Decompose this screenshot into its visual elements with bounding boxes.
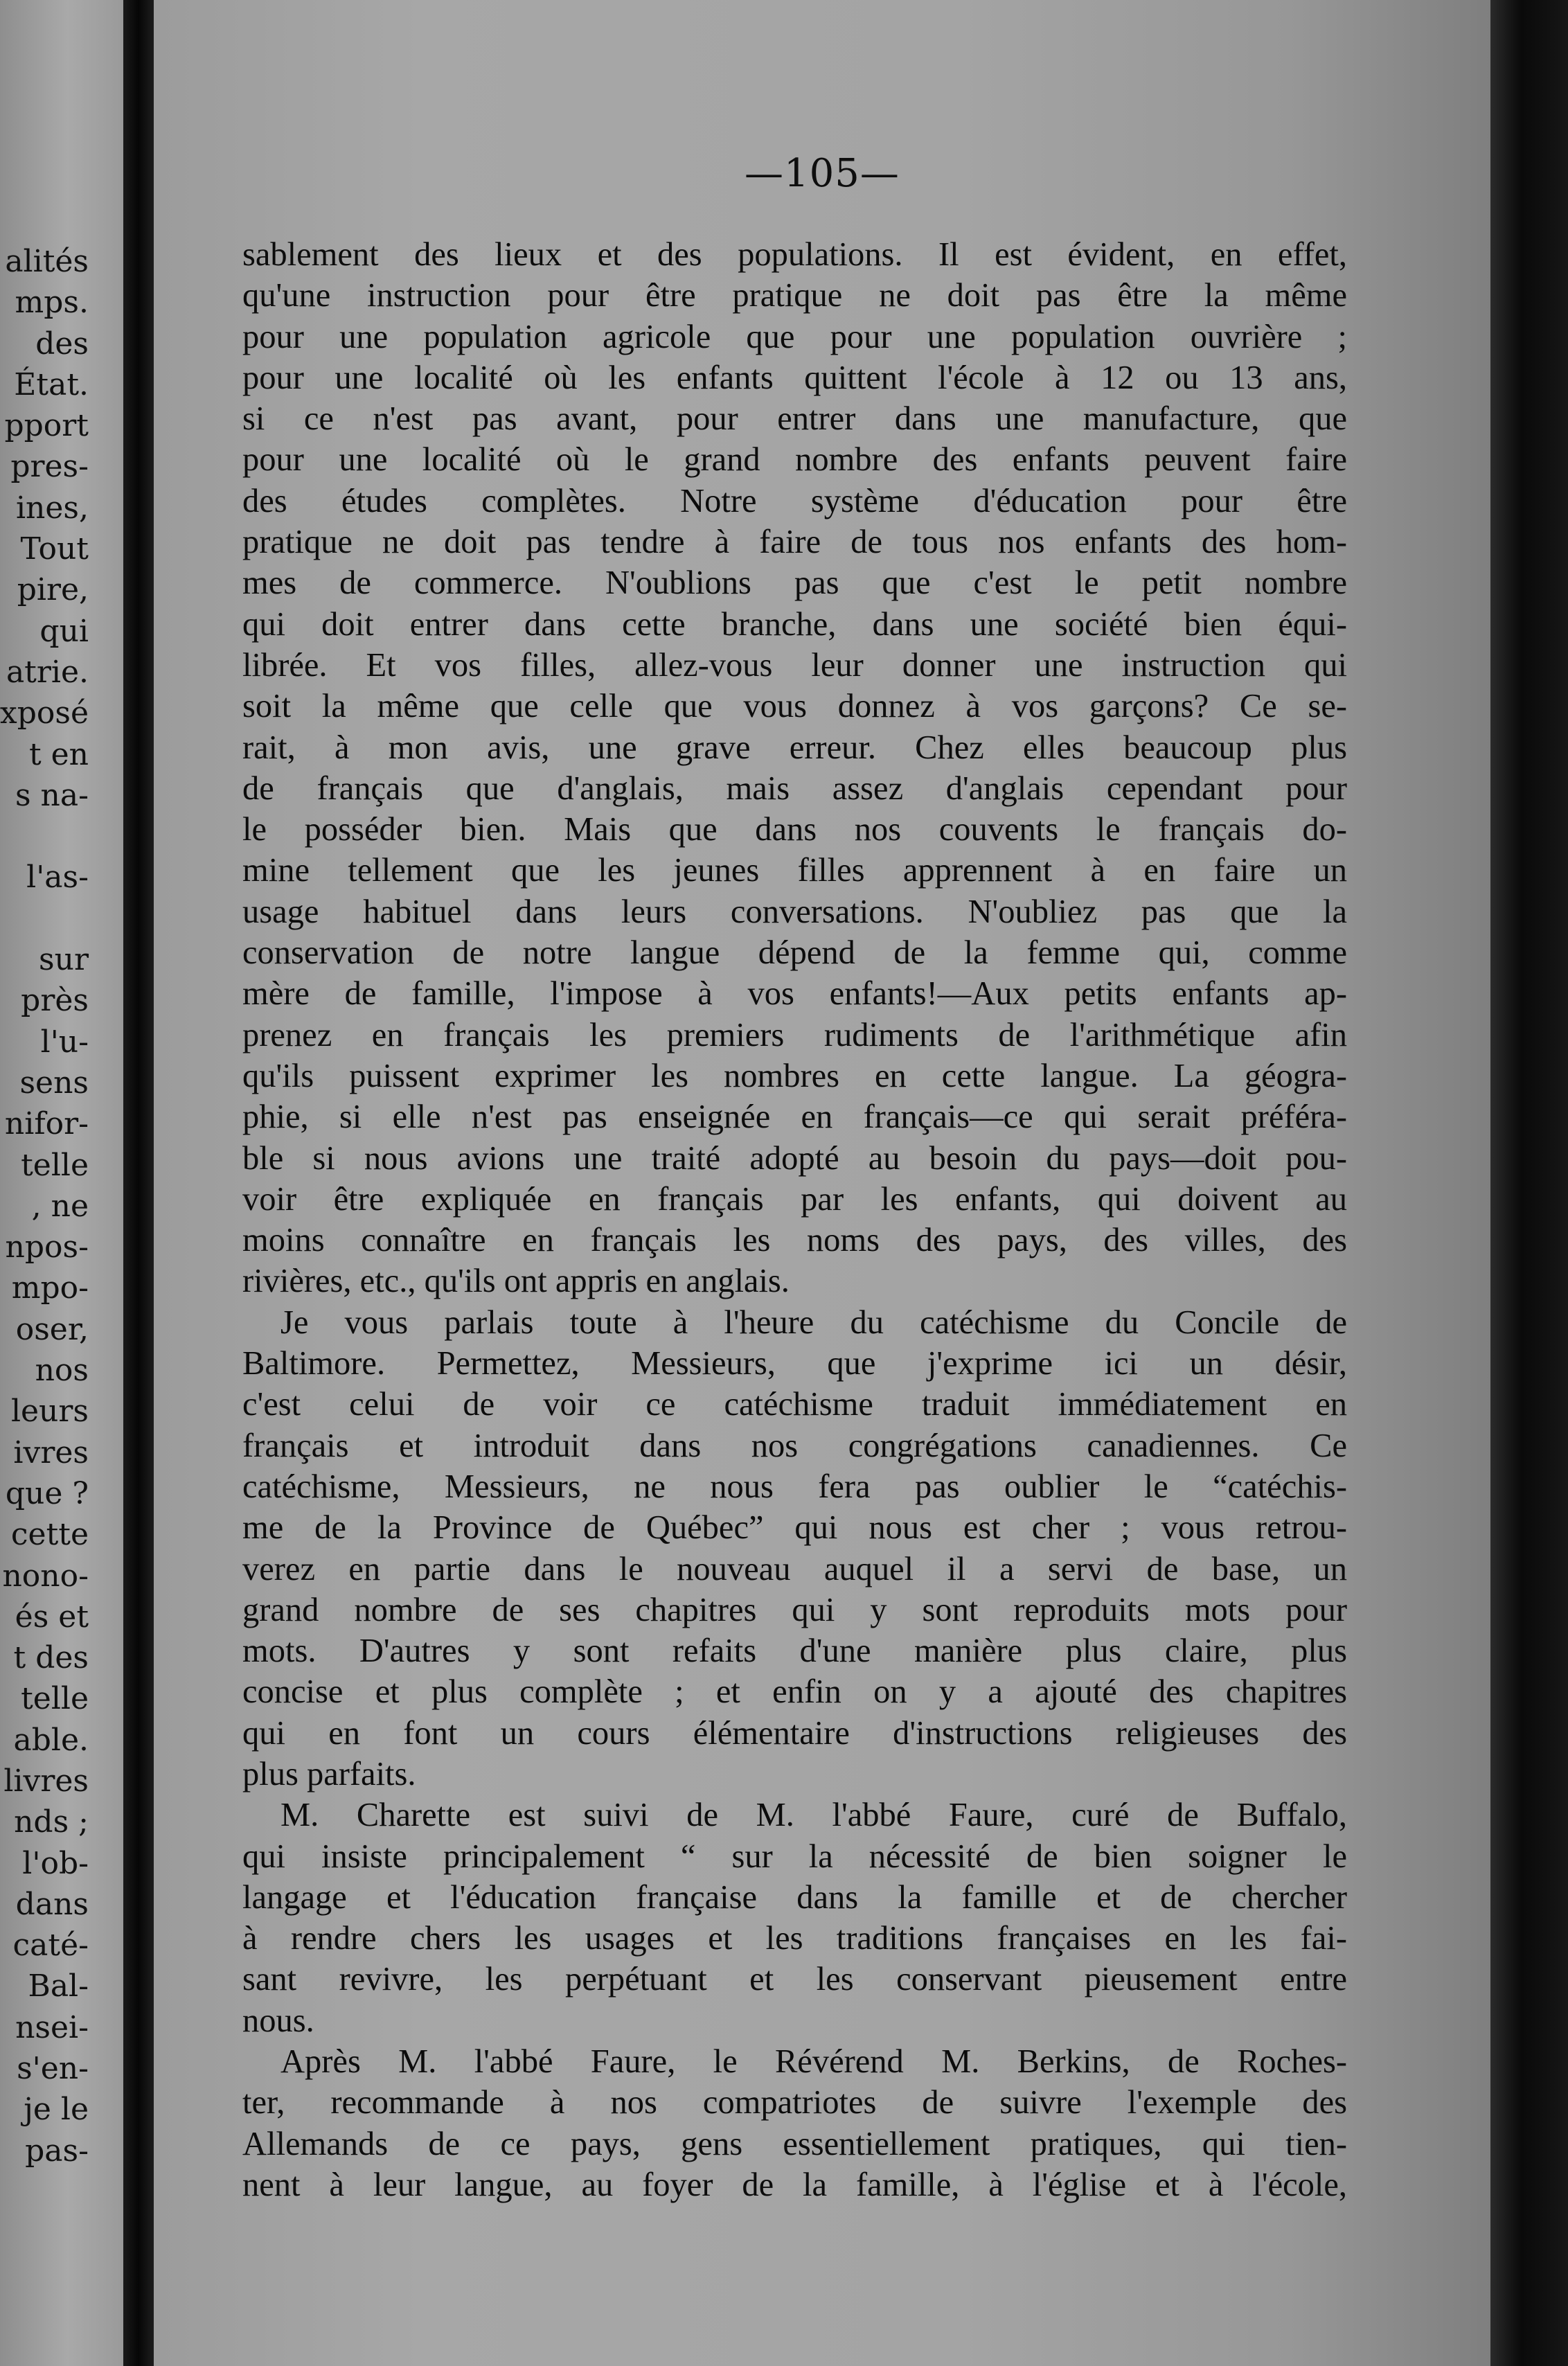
previous-page-fragment-line: s na- bbox=[15, 777, 89, 813]
previous-page-fragment-line bbox=[0, 816, 89, 857]
previous-page-fragment-line: pas- bbox=[25, 2133, 89, 2169]
previous-page-fragment-line: telle bbox=[21, 1681, 89, 1717]
text-line: pour une population agricole que pour une population ouvrière ; bbox=[242, 318, 1347, 355]
text-line: moins connaître en français les noms des pays, des villes, des bbox=[242, 1222, 1347, 1259]
previous-page-fragment-line: telle bbox=[21, 1147, 89, 1183]
previous-page-fragment-line: npos- bbox=[5, 1229, 89, 1265]
text-line: plus parfaits. bbox=[242, 1755, 416, 1793]
previous-page-fragment-line: pport bbox=[4, 408, 89, 444]
text-line: rivières, etc., qu'ils ont appris en anglais. bbox=[242, 1263, 790, 1300]
text-line: Après M. l'abbé Faure, le Révérend M. Berkins, de Roches- bbox=[280, 2043, 1347, 2081]
text-line: mots. D'autres y sont refaits d'une manière plus claire, plus bbox=[242, 1633, 1347, 1670]
previous-page-fragment-line: près bbox=[21, 983, 89, 1019]
text-line: catéchisme, Messieurs, ne nous fera pas oublier le “catéchis- bbox=[242, 1468, 1347, 1505]
text-line: qu'ils puissent exprimer les nombres en cette langue. La géogra- bbox=[242, 1057, 1347, 1094]
previous-page-fragment-line: pres- bbox=[10, 449, 89, 485]
previous-page-fragment-line: sur bbox=[39, 942, 89, 978]
text-line: si ce n'est pas avant, pour entrer dans une manufacture, que bbox=[242, 400, 1347, 438]
previous-page-fragment-line: nsei- bbox=[15, 2009, 89, 2045]
previous-page-fragment-line: mps. bbox=[15, 285, 89, 321]
previous-page-fragment-line: dans bbox=[15, 1886, 89, 1922]
previous-page-fragment-line: je le bbox=[24, 2092, 89, 2128]
previous-page-fragment-line bbox=[0, 898, 89, 939]
previous-page-fragment-line: leurs bbox=[10, 1394, 89, 1430]
text-line: français et introduit dans nos congrégations canadiennes. Ce bbox=[242, 1427, 1347, 1464]
text-line: pratique ne doit pas tendre à faire de tous nos enfants des hom- bbox=[242, 524, 1347, 561]
previous-page-fragment-line: cette bbox=[10, 1517, 89, 1553]
previous-page-fragment-line: caté- bbox=[12, 1928, 89, 1964]
text-line: pour une localité où les enfants quittent l'école à 12 ou 13 ans, bbox=[242, 359, 1347, 396]
text-line: Allemands de ce pays, gens essentiellement pratiques, qui tien- bbox=[242, 2125, 1347, 2162]
text-line: mine tellement que les jeunes filles apprennent à en faire un bbox=[242, 852, 1347, 889]
text-line: nent à leur langue, au foyer de la famille, à l'église et à l'école, bbox=[242, 2166, 1347, 2203]
text-line: mes de commerce. N'oublions pas que c'est le petit nombre bbox=[242, 564, 1347, 602]
previous-page-fragment-line: mpo- bbox=[11, 1270, 89, 1306]
page-number: —105— bbox=[745, 151, 900, 196]
text-line: librée. Et vos filles, allez-vous leur donner une instruction qui bbox=[242, 646, 1347, 684]
text-line: nous. bbox=[242, 2002, 314, 2039]
text-line: pour une localité où le grand nombre des enfants peuvent faire bbox=[242, 441, 1347, 479]
text-line: ble si nous avions une traité adopté au besoin du pays—doit pou- bbox=[242, 1139, 1347, 1177]
previous-page-fragment-line: , ne bbox=[31, 1188, 89, 1224]
previous-page-fragment-line: Tout bbox=[20, 531, 89, 567]
previous-page-fragment-line: és et bbox=[15, 1599, 89, 1635]
text-line: de français que d'anglais, mais assez d'anglais cependant pour bbox=[242, 770, 1347, 807]
text-line: qui insiste principalement “ sur la nécessité de bien soigner le bbox=[242, 1838, 1347, 1875]
text-line: grand nombre de ses chapitres qui y sont reproduits mots pour bbox=[242, 1591, 1347, 1628]
text-line: Je vous parlais toute à l'heure du catéchisme du Concile de bbox=[280, 1304, 1347, 1341]
previous-page-line-endings bbox=[0, 241, 89, 2171]
previous-page-fragment-line: pire, bbox=[17, 572, 89, 608]
text-line: voir être expliquée en français par les enfants, qui doivent au bbox=[242, 1180, 1347, 1218]
text-line: conservation de notre langue dépend de la femme qui, comme bbox=[242, 934, 1347, 972]
text-line: qu'une instruction pour être pratique ne doit pas être la même bbox=[242, 277, 1347, 314]
previous-page-fragment-line: nos bbox=[35, 1353, 89, 1389]
previous-page-fragment-line: atrie. bbox=[6, 654, 89, 690]
previous-page-fragment-line: que ? bbox=[5, 1475, 89, 1511]
binding-gutter bbox=[123, 0, 154, 2366]
text-line: prenez en français les premiers rudiments de l'arithmétique afin bbox=[242, 1016, 1347, 1053]
previous-page-fragment-line: nds ; bbox=[14, 1804, 89, 1840]
previous-page-fragment-line: xposé bbox=[0, 695, 89, 731]
page-edge-shadow bbox=[1490, 0, 1568, 2366]
text-line: me de la Province de Québec” qui nous est cher ; vous retrou- bbox=[242, 1509, 1347, 1547]
text-line: phie, si elle n'est pas enseignée en français—ce qui serait préféra- bbox=[242, 1098, 1347, 1136]
previous-page-fragment-line: Bal- bbox=[28, 1968, 89, 2004]
text-line: qui doit entrer dans cette branche, dans une société bien équi- bbox=[242, 605, 1347, 643]
previous-page-fragment-line: t en bbox=[28, 736, 89, 772]
previous-page-fragment-line: alités bbox=[5, 244, 89, 279]
previous-page-fragment-line: able. bbox=[13, 1722, 89, 1758]
text-line: mère de famille, l'impose à vos enfants!—Aux petits enfants ap- bbox=[242, 975, 1347, 1013]
body-text bbox=[242, 234, 1347, 2205]
text-line: des études complètes. Notre système d'éducation pour être bbox=[242, 482, 1347, 519]
previous-page-fragment-line: qui bbox=[39, 613, 89, 649]
previous-page-fragment-line: ines, bbox=[15, 490, 89, 526]
text-line: langage et l'éducation française dans la famille et de chercher bbox=[242, 1878, 1347, 1916]
previous-page-fragment bbox=[0, 0, 123, 2366]
text-line: qui en font un cours élémentaire d'instructions religieuses des bbox=[242, 1714, 1347, 1752]
previous-page-fragment-line: État. bbox=[14, 366, 89, 402]
text-line: sablement des lieux et des populations. Il est évident, en effet, bbox=[242, 236, 1347, 273]
previous-page-fragment-line: ivres bbox=[13, 1434, 89, 1470]
previous-page-fragment-line: sens bbox=[19, 1065, 89, 1101]
previous-page-fragment-line: des bbox=[35, 326, 89, 362]
previous-page-fragment-line: livres bbox=[3, 1763, 89, 1799]
previous-page-fragment-line: nifor- bbox=[4, 1106, 89, 1142]
previous-page-fragment-line: oser, bbox=[15, 1311, 89, 1347]
text-line: sant revivre, les perpétuant et les conservant pieusement entre bbox=[242, 1961, 1347, 1998]
previous-page-fragment-line: l'as- bbox=[26, 860, 89, 896]
text-line: ter, recommande à nos compatriotes de suivre l'exemple des bbox=[242, 2084, 1347, 2122]
current-page bbox=[154, 0, 1490, 2366]
previous-page-fragment-line: l'ob- bbox=[22, 1845, 89, 1881]
text-line: M. Charette est suivi de M. l'abbé Faure, curé de Buffalo, bbox=[280, 1797, 1347, 1834]
previous-page-fragment-line: s'en- bbox=[17, 2051, 89, 2087]
text-line: concise et plus complète ; et enfin on y a ajouté des chapitres bbox=[242, 1673, 1347, 1711]
previous-page-fragment-line: t des bbox=[13, 1640, 89, 1676]
text-line: soit la même que celle que vous donnez à vos garçons? Ce se- bbox=[242, 688, 1347, 725]
previous-page-fragment-line: nono- bbox=[2, 1558, 89, 1594]
text-line: le posséder bien. Mais que dans nos couvents le français do- bbox=[242, 811, 1347, 848]
text-line: c'est celui de voir ce catéchisme traduit immédiatement en bbox=[242, 1386, 1347, 1423]
previous-page-fragment-line: l'u- bbox=[40, 1024, 89, 1060]
text-line: rait, à mon avis, une grave erreur. Chez elles beaucoup plus bbox=[242, 729, 1347, 766]
text-line: à rendre chers les usages et les traditions françaises en les fai- bbox=[242, 1920, 1347, 1957]
text-line: verez en partie dans le nouveau auquel il a servi de base, un bbox=[242, 1550, 1347, 1587]
text-line: usage habituel dans leurs conversations. N'oubliez pas que la bbox=[242, 893, 1347, 930]
text-line: Baltimore. Permettez, Messieurs, que j'exprime ici un désir, bbox=[242, 1345, 1347, 1382]
